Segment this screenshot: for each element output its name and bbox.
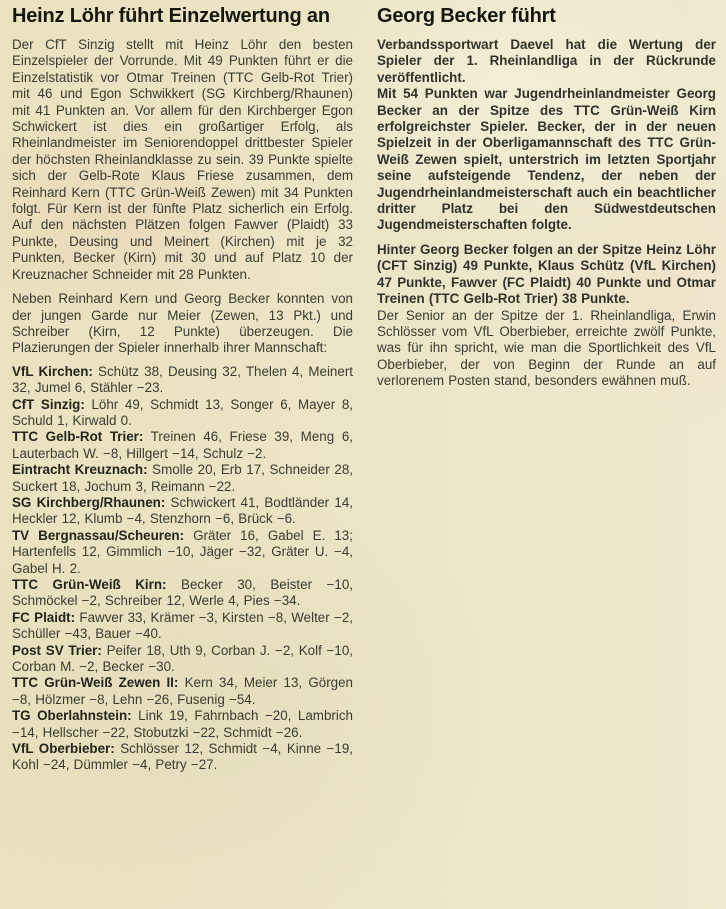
team-players: Schlösser 12, Schmidt −4, Kinne −19, Kohl −24, Dümmler −4, Petry −27. [12,741,353,773]
team-players: Kern 34, Meier 13, Görgen −8, Hölzmer −8, Lehn −26, Fusenig −54. [12,675,354,707]
team-entry [12,741,353,774]
article-left-paragraph-2: Neben Reinhard Kern und Georg Becker konnten von der jungen Garde nur Meier (Zewen, 13 Pkt.) und Schreiber (Kirn, 12 Punkte) überzeugen. Die Plazierungen der Spieler innerhalb ihrer Mannschaft: [12,291,353,356]
team-name: Post SV Trier: [12,642,102,658]
team-entry [12,610,353,643]
team-name: VfL Kirchen: [12,363,93,379]
team-players: Becker 30, Beister −10, Schmöckel −2, Schreiber 12, Werle 4, Pies −34. [12,577,353,609]
team-entry [12,577,353,610]
article-right-paragraph-2: Mit 54 Punkten war Jugendrheinlandmeister Georg Becker an der Spitze des TTC Grün-Weiß Kirn erfolgreichster Spieler. Becker, der in der neuen Spielzeit in der Oberligamannschaft des TTC Grün-Weiß Zewen spielt, unterstrich im letzten Sportjahr seine aufsteigende Tendenz, der neben der Jugendrheinlandmeisterschaft auch ein beachtlicher dritter Platz bei den Südwestdeutschen Jugendmeisterschaften folgte. [377,86,716,233]
team-entry [12,675,353,708]
team-entry [12,643,353,676]
team-name: VfL Oberbieber: [12,741,115,757]
team-name: Eintracht Kreuznach: [12,462,148,478]
team-players: Link 19, Fahrnbach −20, Lambrich −14, Hellscher −22, Stobutzki −22, Schmidt −26. [12,708,353,740]
team-players: Smolle 20, Erb 17, Schneider 28, Suckert 18, Jochum 3, Reimann −22. [12,462,353,494]
team-players: Löhr 49, Schmidt 13, Songer 6, Mayer 8, Schuld 1, Kirwald 0. [12,396,353,428]
team-players: Peifer 18, Uth 9, Corban J. −2, Kolf −10, Corban M. −2, Becker −30. [12,642,353,675]
team-players: Treinen 46, Friese 39, Meng 6, Lauterbach W. −8, Hillgert −14, Schulz −2. [12,429,353,461]
team-entry [12,397,353,430]
team-name: FC Plaidt: [12,609,76,625]
article-right-paragraph-3: Hinter Georg Becker folgen an der Spitze Heinz Löhr (CFT Sinzig) 49 Punkte, Klaus Schütz (VfL Kirchen) 47 Punkte, Fawver (FC Plaidt) 40 Punkte und Otmar Treinen (TTC Gelb-Rot Trier) 38 Punkte. [377,241,716,307]
article-right-paragraph-4: Der Senior an der Spitze der 1. Rheinlandliga, Erwin Schlösser vom VfL Oberbieber, erreichte zwölf Punkte, was für ihn spricht, wie man die Sportlichkeit des VfL Oberbieber, der von Beginn der Runde an auf verlorenem Posten stand, besonders ewähnen muß. [377,307,716,389]
team-entry [12,495,353,528]
team-entry [12,708,353,741]
team-entry [12,462,353,495]
team-entry [12,528,353,577]
team-name: TTC Grün-Weiß Zewen II: [12,675,179,691]
article-left-headline: Heinz Löhr führt Einzelwertung an [12,5,330,27]
article-georg-becker [377,4,716,390]
team-name: SG Kirchberg/Rhaunen: [12,494,166,510]
team-name: CfT Sinzig: [12,396,85,412]
article-right-paragraph-1: Verbandssportwart Daevel hat die Wertung der Spieler der 1. Rheinlandliga in der Rückrunde veröffentlicht. [377,37,716,85]
team-entry [12,364,353,397]
article-heinz-loehr [12,4,353,774]
team-players: Fawver 33, Krämer −3, Kirsten −8, Welter −2, Schüller −43, Bauer −40. [12,609,353,642]
team-players: Schütz 38, Deusing 32, Thelen 4, Meinert 32, Jumel 6, Stähler −23. [12,363,353,396]
team-name: TTC Grün-Weiß Kirn: [12,577,167,592]
team-entry [12,429,353,462]
team-players: Schwickert 41, Bodtländer 14, Heckler 12, Klumb −4, Stenzhorn −6, Brück −6. [12,494,353,527]
article-right-headline: Georg Becker führt [377,5,556,27]
team-name: TV Bergnassau/Scheuren: [12,527,185,543]
team-name: TTC Gelb-Rot Trier: [12,429,144,445]
team-players: Gräter 16, Gabel E. 13; Hartenfells 12, Gimmlich −10, Jäger −32, Gräter U. −4, Gabel H. 2. [12,527,353,576]
article-left-paragraph-1: Der CfT Sinzig stellt mit Heinz Löhr den besten Einzelspieler der Vorrunde. Mit 49 Punkten führt er die Einzelstatistik vor Otmar Treinen (TTC Gelb-Rot Trier) mit 46 und Egon Schwikkert (SG Kirchberg/Rhaunen) mit 41 Punkten an. Vor allem für den Kirchberger Egon Schwickert ist dies ein großartiger Erfolg, als Rheinlandmeister im Seniorendoppel drittbester Spieler der höchsten Rheinlandklasse zu sein. 39 Punkte spielte sich der Gelb-Rote Klaus Friese zusammen, dem Reinhard Kern (TTC Grün-Weiß Zewen) mit 34 Punkten folgt. Für Kern ist der fünfte Platz sicherlich ein Erfolg. Auf den nächsten Plätzen folgen Fawver (Plaidt) 33 Punkte, Deusing und Meinert (Kirchen) mit je 32 Punkten, Becker (Kirn) mit 30 und auf Platz 10 der Kreuznacher Schneider mit 28 Punkten. [12,37,353,282]
team-rankings-list [12,364,353,774]
team-name: TG Oberlahnstein: [12,708,132,724]
